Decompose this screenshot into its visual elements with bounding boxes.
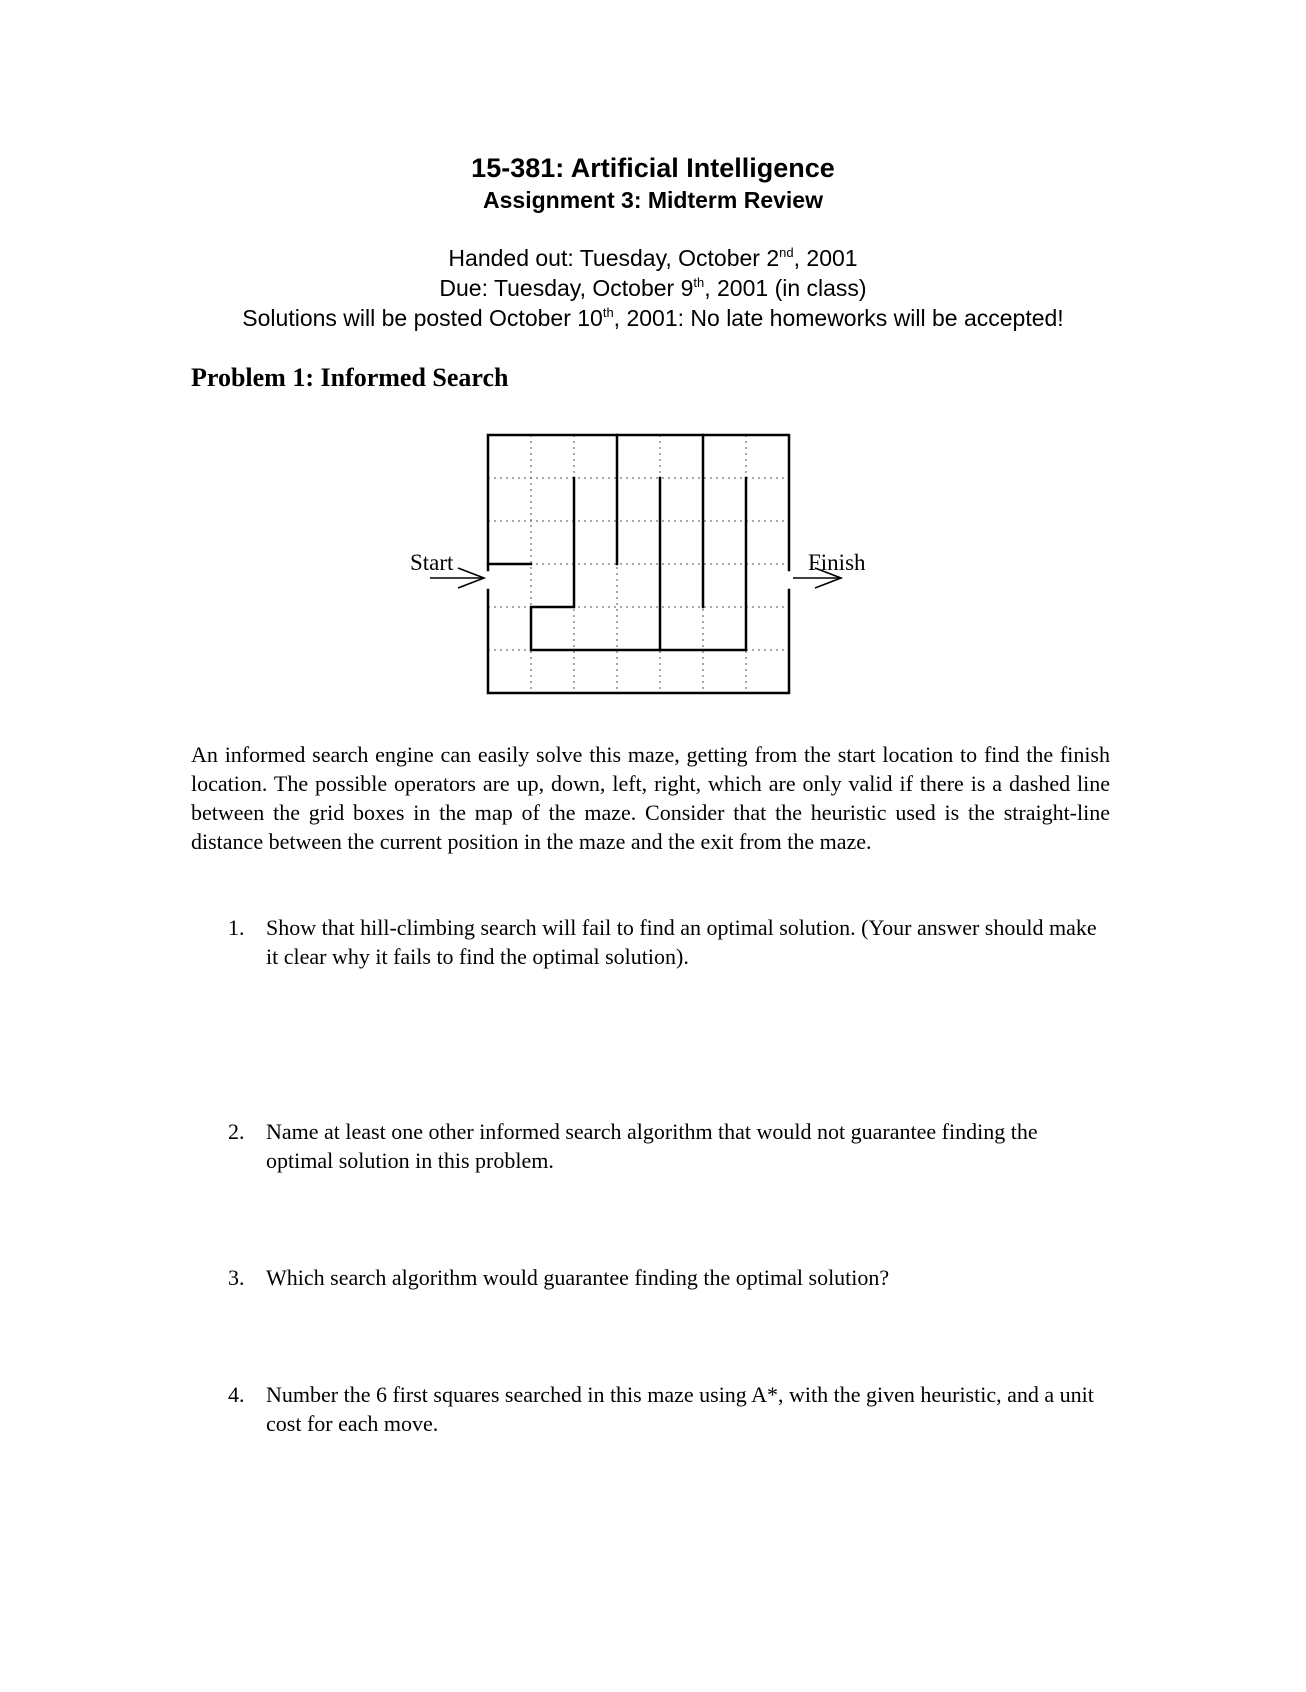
problem-heading: Problem 1: Informed Search [191,363,509,392]
assignment-title: Assignment 3: Midterm Review [483,187,823,213]
handed-out-line [0,244,1306,272]
solutions-text: Solutions will be posted October 10 [242,305,603,331]
handed-out-year: , 2001 [793,245,858,271]
question-text: Which search algorithm would guarantee finding the optimal solution? [266,1265,890,1290]
question-number: 2. [228,1119,245,1144]
question-number: 1. [228,915,245,940]
finish-label: Finish [808,550,866,575]
maze-diagram [400,425,910,695]
problem-intro: An informed search engine can easily solve this maze, getting from the start location to find the finish location. The possible operators are up, down, left, right, which are only valid if there is a dashed line between the grid boxes in the map of the maze. Consider that the heuristic used is the straight-line distance between the current position in the maze and the exit from the maze. [191,742,1110,854]
start-label: Start [410,550,454,575]
solutions-ordinal: th [602,305,614,320]
question-text: Number the 6 first squares searched in this maze using A*, with the given heuristic, and a unit cost for each move. [266,1382,1094,1436]
maze-grid [488,435,789,693]
due-year: , 2001 (in class) [704,275,867,301]
due-text: Due: Tuesday, October 9 [439,275,694,301]
due-ordinal: th [693,275,705,290]
due-line [0,274,1306,302]
question-text: Show that hill-climbing search will fail to find an optimal solution. (Your answer should make it clear why it fails to find the optimal solution). [266,915,1097,969]
course-title: 15-381: Artificial Intelligence [471,153,835,183]
handed-out-ordinal: nd [779,245,794,260]
question-number: 3. [228,1265,245,1290]
handed-out-text: Handed out: Tuesday, October 2 [448,245,780,271]
solutions-line [0,304,1306,332]
question-number: 4. [228,1382,245,1407]
solutions-notice: , 2001: No late homeworks will be accepted! [613,305,1064,331]
question-text: Name at least one other informed search algorithm that would not guarantee finding the optimal solution in this problem. [266,1119,1038,1173]
